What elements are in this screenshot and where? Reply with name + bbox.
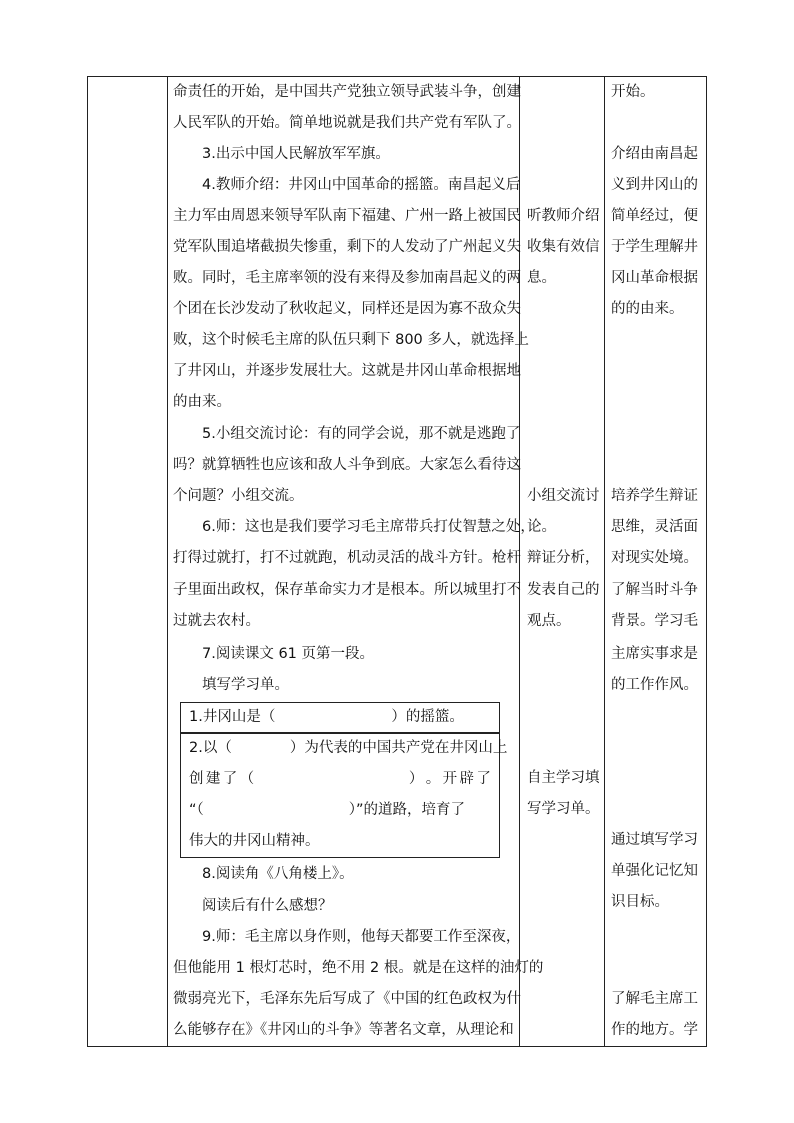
design-intent-line: 通过填写学习 bbox=[611, 832, 698, 848]
design-intent-line: 识目标。 bbox=[611, 894, 669, 910]
student-activity-line: 辩证分析， bbox=[527, 550, 600, 566]
process-step-5: 5.小组交流讨论：有的同学会说，那不就是逃跑了 bbox=[202, 426, 521, 442]
design-intent-line: 作的地方。学 bbox=[611, 1022, 698, 1038]
student-activity-line: 息。 bbox=[527, 270, 556, 286]
process-line: 主力军由周恩来领导军队南下福建、广州一路上被国民 bbox=[173, 208, 521, 224]
process-line: 人民军队的开始。简单地说就是我们共产党有军队了。 bbox=[173, 115, 521, 131]
column-divider-1 bbox=[167, 76, 168, 1046]
student-activity-line: 论。 bbox=[527, 519, 556, 535]
process-line: 败。同时，毛主席率领的没有来得及参加南昌起义的两 bbox=[173, 270, 521, 286]
student-activity-line: 自主学习填 bbox=[527, 770, 600, 786]
process-line: 么能够存在》《井冈山的斗争》等著名文章，从理论和 bbox=[173, 1022, 514, 1038]
design-intent-line: 开始。 bbox=[611, 84, 655, 100]
process-line: 微弱亮光下，毛泽东先后写成了《中国的红色政权为什 bbox=[173, 991, 521, 1007]
column-divider-3 bbox=[604, 76, 605, 1046]
design-intent-line: 了解毛主席工 bbox=[611, 991, 698, 1007]
process-line: 过就去农村。 bbox=[173, 613, 260, 629]
student-activity-line: 发表自己的 bbox=[527, 582, 600, 598]
process-line: 填写学习单。 bbox=[202, 677, 289, 693]
process-line: 命责任的开始，是中国共产党独立领导武装斗争，创建 bbox=[173, 84, 521, 100]
design-intent-line: 介绍由南昌起 bbox=[611, 146, 698, 162]
table-right-border bbox=[706, 76, 707, 1046]
student-activity-line: 写学习单。 bbox=[527, 801, 600, 817]
design-intent-line: 的的由来。 bbox=[611, 301, 684, 317]
student-activity-line: 小组交流讨 bbox=[527, 488, 600, 504]
design-intent-line: 培养学生辩证 bbox=[611, 488, 698, 504]
process-line: 个问题？小组交流。 bbox=[173, 488, 304, 504]
process-line: 的由来。 bbox=[173, 394, 231, 410]
design-intent-line: 于学生理解井 bbox=[611, 239, 698, 255]
process-line: 党军队围追堵截损失惨重，剩下的人发动了广州起义失 bbox=[173, 239, 521, 255]
process-line: 个团在长沙发动了秋收起义，同样还是因为寡不敌众失 bbox=[173, 301, 521, 317]
process-line: 子里面出政权，保存革命实力才是根本。所以城里打不 bbox=[173, 582, 521, 598]
student-activity-line: 听教师介绍 bbox=[527, 208, 600, 224]
process-line: 吗？就算牺牲也应该和敌人斗争到底。大家怎么看待这 bbox=[173, 457, 521, 473]
worksheet-question-2-line: “（ ）”的道路，培育了 bbox=[189, 802, 466, 818]
student-activity-line: 观点。 bbox=[527, 613, 571, 629]
worksheet-question-1: 1.井冈山是（ ）的摇篮。 bbox=[189, 709, 464, 725]
worksheet-question-2-box bbox=[180, 732, 508, 858]
design-intent-line: 义到井冈山的 bbox=[611, 177, 698, 193]
design-intent-line: 背景。学习毛 bbox=[611, 613, 698, 629]
process-step-9: 9.师：毛主席以身作则，他每天都要工作至深夜， bbox=[202, 929, 521, 945]
student-activity-line: 收集有效信 bbox=[527, 239, 600, 255]
process-line: 阅读后有什么感想？ bbox=[202, 898, 333, 914]
design-intent-line: 对现实处境。 bbox=[611, 550, 698, 566]
process-line: 打得过就打，打不过就跑，机动灵活的战斗方针。枪杆 bbox=[173, 550, 521, 566]
design-intent-line: 了解当时斗争 bbox=[611, 582, 698, 598]
process-line: 但他能用 1 根灯芯时，绝不用 2 根。就是在这样的油灯的 bbox=[173, 960, 544, 976]
table-bottom-border bbox=[87, 1046, 707, 1047]
process-step-4: 4.教师介绍：井冈山中国革命的摇篮。南昌起义后 bbox=[202, 177, 521, 193]
design-intent-line: 冈山革命根据 bbox=[611, 270, 698, 286]
process-step-6: 6.师：这也是我们要学习毛主席带兵打仗智慧之处， bbox=[202, 519, 535, 535]
design-intent-line: 单强化记忆知 bbox=[611, 863, 698, 879]
process-line: 了井冈山，并逐步发展壮大。这就是井冈山革命根据地 bbox=[173, 363, 521, 379]
process-step-8: 8.阅读角《八角楼上》。 bbox=[202, 866, 354, 882]
design-intent-line: 主席实事求是 bbox=[611, 646, 698, 662]
design-intent-line: 简单经过，便 bbox=[611, 208, 698, 224]
design-intent-line: 思维，灵活面 bbox=[611, 519, 698, 535]
worksheet-question-2-line: 创 建 了 （ ） 。 开 辟 了 bbox=[189, 771, 491, 787]
worksheet-question-2-line: 伟大的井冈山精神。 bbox=[189, 833, 320, 849]
design-intent-line: 的工作作风。 bbox=[611, 677, 698, 693]
worksheet-question-2-line: 2.以（ ）为代表的中国共产党在井冈山上 bbox=[189, 740, 508, 756]
table-left-border bbox=[87, 76, 88, 1046]
process-step-7: 7.阅读课文 61 页第一段。 bbox=[202, 646, 375, 662]
process-line: 败，这个时候毛主席的队伍只剩下 800 多人，就选择上 bbox=[173, 332, 529, 348]
process-step-3: 3.出示中国人民解放军军旗。 bbox=[202, 146, 390, 162]
worksheet-question-1-box bbox=[180, 702, 500, 734]
